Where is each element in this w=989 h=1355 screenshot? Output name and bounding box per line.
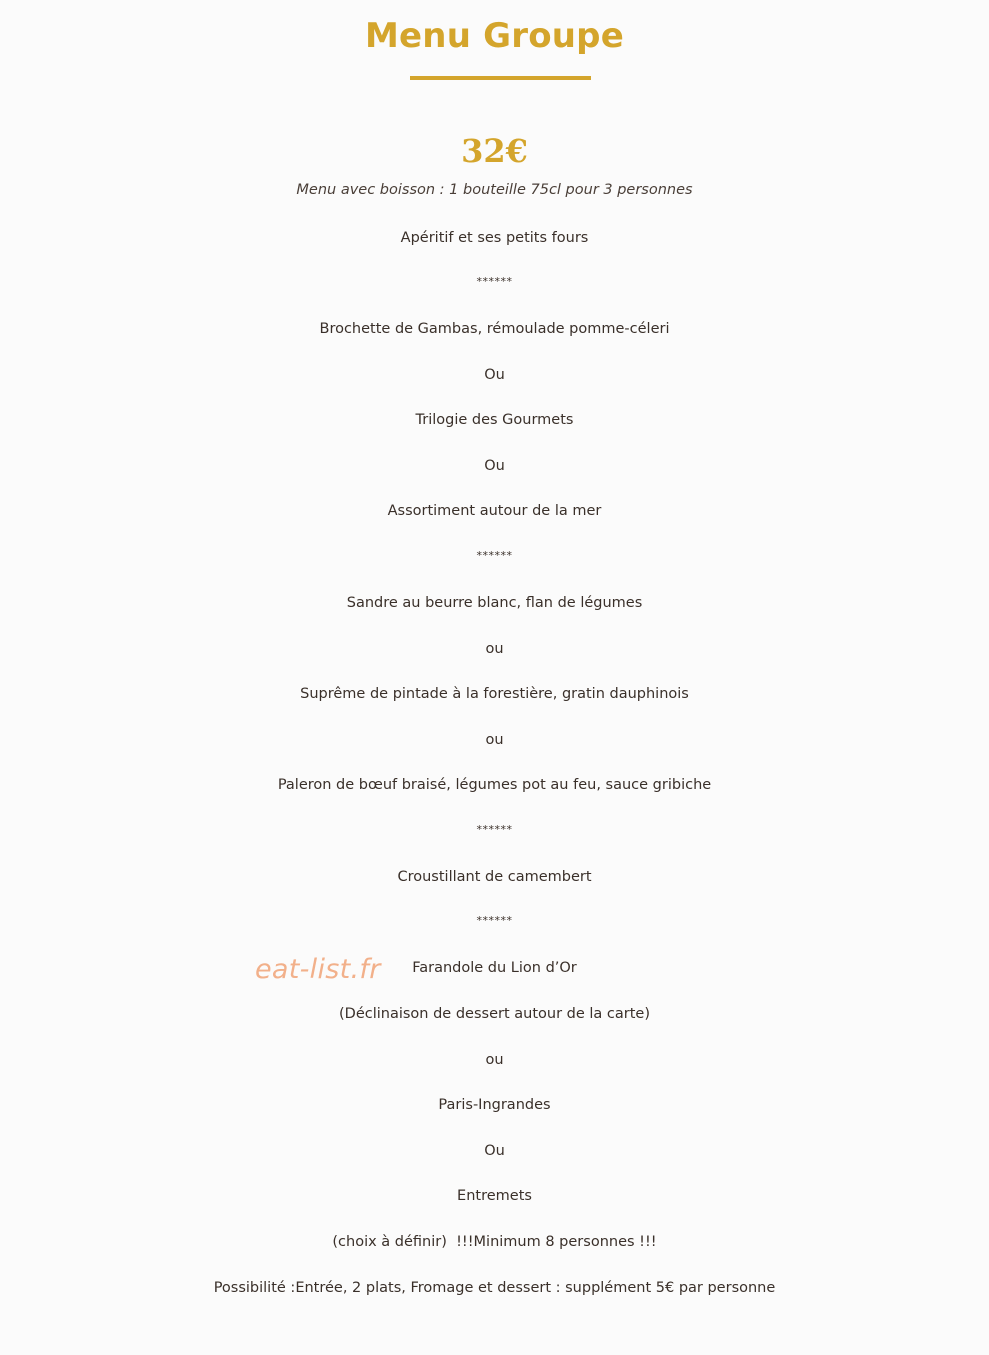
plat-option-2: Suprême de pintade à la forestière, gratin dauphinois	[300, 686, 689, 702]
or-label: Ou	[484, 367, 505, 383]
dessert-option-3: Entremets	[457, 1188, 532, 1204]
dessert-option-2: Paris-Ingrandes	[438, 1097, 551, 1113]
plat-option-3: Paleron de bœuf braisé, légumes pot au feu, sauce gribiche	[277, 777, 712, 793]
menu-subtitle: Menu avec boisson : 1 bouteille 75cl pour 3 personnes	[296, 182, 693, 198]
separator: ******	[476, 823, 513, 836]
or-label: ou	[485, 732, 504, 748]
dessert-option-1-note: (Déclinaison de dessert autour de la carte)	[339, 1006, 650, 1022]
separator: ******	[476, 914, 513, 927]
minimum-condition: (choix à définir) !!!Minimum 8 personnes !!!	[332, 1234, 657, 1250]
or-label: ou	[485, 641, 504, 657]
supplement-option: Possibilité :Entrée, 2 plats, Fromage et dessert : supplément 5€ par personne	[213, 1280, 776, 1296]
entree-option-1: Brochette de Gambas, rémoulade pomme-céleri	[319, 321, 670, 337]
title-underline	[410, 76, 591, 80]
entree-option-3: Assortiment autour de la mer	[387, 503, 602, 519]
menu-price: 32€	[461, 132, 528, 170]
fromage-line: Croustillant de camembert	[397, 869, 592, 885]
watermark-text: eat-list.fr	[255, 954, 381, 985]
menu-title: Menu Groupe	[365, 16, 624, 56]
or-label: Ou	[484, 458, 505, 474]
aperitif-line: Apéritif et ses petits fours	[400, 230, 589, 246]
separator: ******	[476, 275, 513, 288]
plat-option-1: Sandre au beurre blanc, flan de légumes	[346, 595, 643, 611]
entree-option-2: Trilogie des Gourmets	[415, 412, 574, 428]
or-label: Ou	[484, 1143, 505, 1159]
separator: ******	[476, 549, 513, 562]
dessert-option-1: Farandole du Lion d’Or	[412, 960, 577, 976]
or-label: ou	[485, 1052, 504, 1068]
